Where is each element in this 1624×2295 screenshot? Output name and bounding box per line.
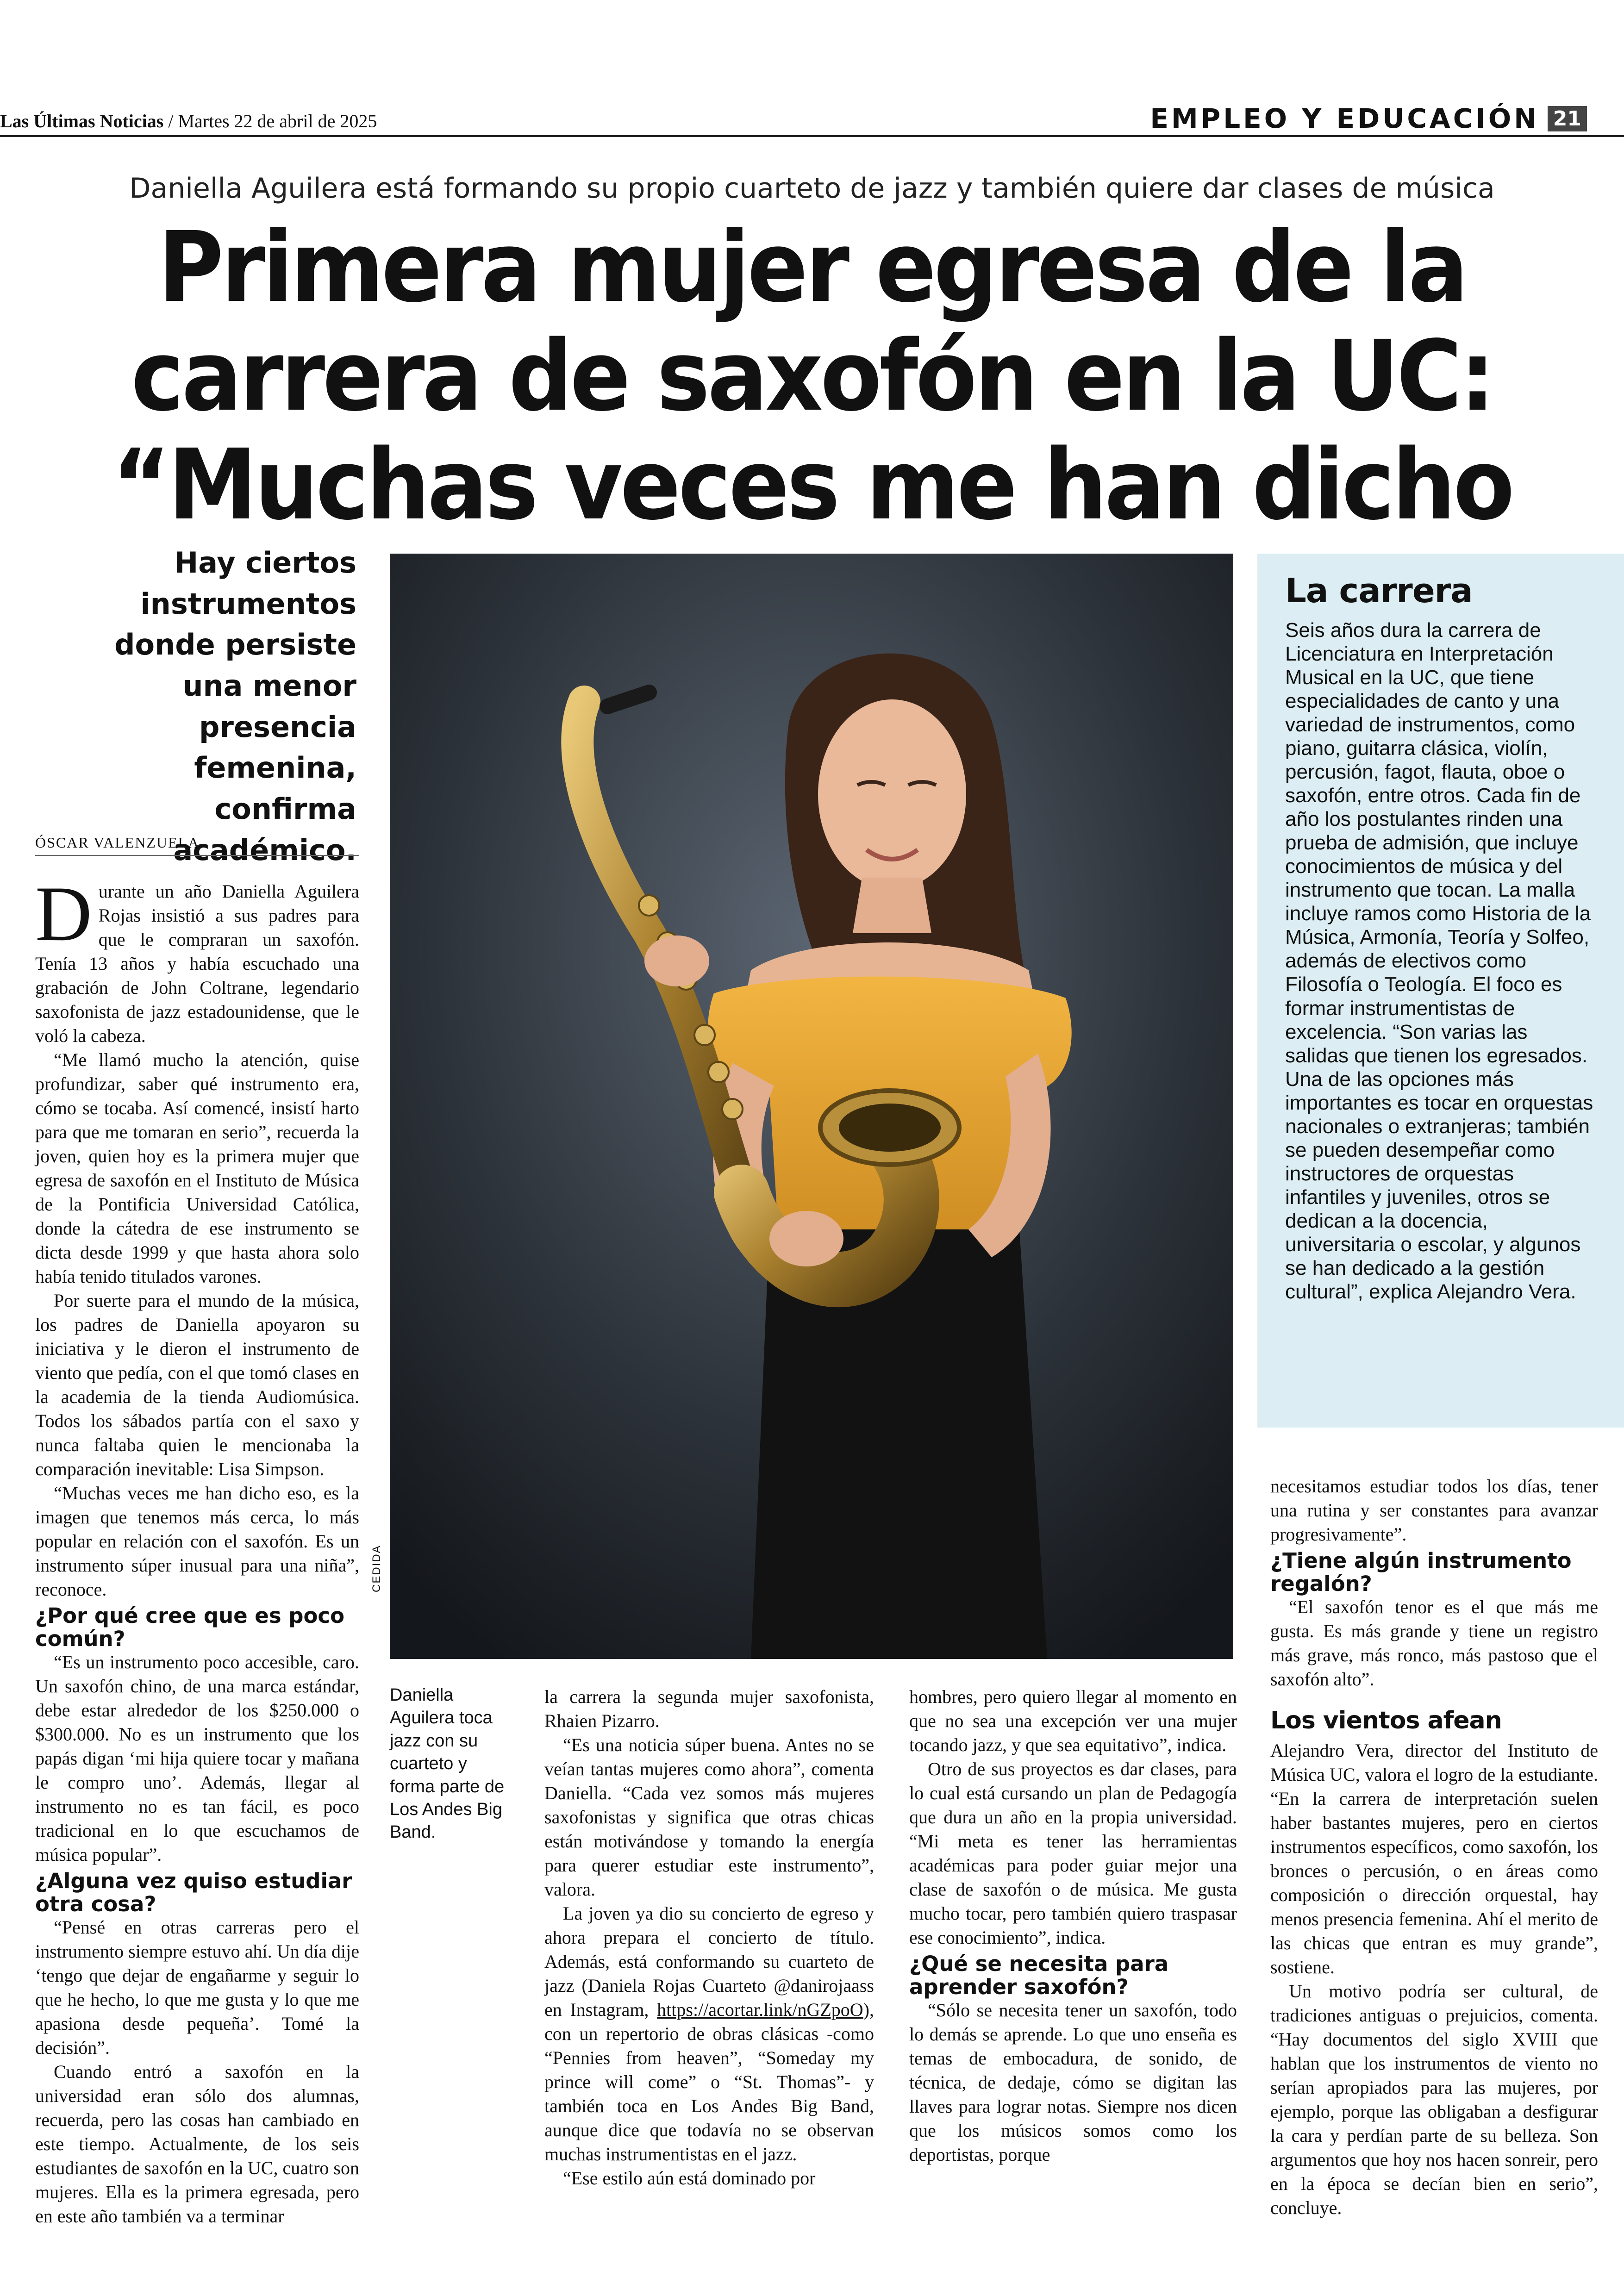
paragraph: Por suerte para el mundo de la música, los padres de Daniella apoyaron su iniciativa y le dieron el instrumento de viento que pedía, con el que tomó clases en la academia de la tienda Audiomúsica. Todos los sábados partía con el saxo y nunca faltaba quien le mencionaba la comparación inevitable: Lisa Simpson.: [35, 1290, 359, 1479]
headline: Primera mujer egresa de la carrera de saxofón en la UC: “Muchas veces me han dicho: [112, 211, 1512, 542]
article-column-1: [35, 870, 359, 2228]
paragraph: “Es un instrumento poco accesible, caro. Un saxofón chino, de una marca estándar, debe estar alrededor de los $250.000 o $300.000. No es un instrumento que los papás digan ‘mi hija quiere tocar y mañana le compro uno’. Además, llegar al instrumento no es tan fácil, es poco tradicional en lo que escuchamos de música popular”.: [35, 1652, 359, 1865]
masthead: [0, 110, 377, 132]
newspaper-name: Las Últimas Noticias: [0, 111, 164, 131]
section-title: EMPLEO Y EDUCACIÓN: [1150, 103, 1539, 134]
question: ¿Tiene algún instrumento regalón?: [1270, 1548, 1572, 1596]
question: ¿Alguna vez quiso estudiar otra cosa?: [35, 1869, 352, 1916]
paragraph: “El saxofón tenor es el que más me gusta. Es más grande y tiene un registro más grave, más ronco, más pastoso que el saxofón alto”.: [1270, 1597, 1598, 1690]
article-column-3: [909, 1685, 1237, 2167]
photo-credit: CEDIDA: [370, 1545, 383, 1592]
page-number: 21: [1548, 106, 1587, 131]
drop-cap: D: [35, 870, 92, 957]
question: ¿Por qué cree que es poco común?: [35, 1603, 344, 1651]
paragraph: necesitamos estudiar todos los días, tener una rutina y ser constantes para avanzar progresivamente”.: [1270, 1476, 1598, 1545]
paragraph: “Me llamó mucho la atención, quise profundizar, saber qué instrumento era, cómo se tocaba. Así comencé, insistí harto para que me tomaran en serio”, recuerda la joven, quien hoy es la primera mujer que egresa de saxofón en el Instituto de Música de la Pontificia Universidad Católica, donde la cátedra de ese instrumento se dicta desde 1999 y que hasta ahora solo había tenido titulados varones.: [35, 1049, 359, 1287]
article-column-4: [1270, 1474, 1598, 2220]
subheading: Los vientos afean: [1270, 1707, 1502, 1734]
header-rule: [0, 135, 1624, 137]
paragraph: Cuando entró a saxofón en la universidad eran sólo dos alumnas, recuerda, pero las cosas han cambiado en este tiempo. Actualmente, de los seis estudiantes de saxofón en la UC, cuatro son mujeres. Ella es la primera egresada, pero en este año también va a terminar: [35, 2061, 359, 2226]
article-column-2: [544, 1685, 874, 2190]
paragraph: “Sólo se necesita tener un saxofón, todo lo demás se aprende. Lo que uno enseña es temas de embocadura, de sonido, de técnica, de dedaje, cómo se digitan las llaves para lograr notas. Siempre nos dicen que los músicos somos como los deportistas, porque: [909, 2000, 1237, 2165]
issue-date: Martes 22 de abril de 2025: [178, 111, 377, 131]
paragraph: Un motivo podría ser cultural, de tradiciones antiguas o prejuicios, comenta. “Hay documentos del siglo XVIII que hablan que los instrumentos de viento no serían apropiados para las mujeres, por ejemplo, porque las obligaban a desfigurar la cara y perdían parte de su belleza. Son argumentos que hoy nos hacen sonreir, pero en la época se decían bien en serio”, concluye.: [1270, 1980, 1598, 2218]
paragraph: La joven ya dio su concierto de egreso y ahora prepara el concierto de título. Además, está conformando su cuarteto de jazz (Daniela Rojas Cuarteto @danirojaass en Instagram, https://acortar.link/nGZpoO), con un repertorio de obras clásicas -como “Pennies from heaven”, “Someday my prince will come” o “St. Thomas”- y también toca en Los Andes Big Band, aunque dice que todavía no se observan muchas instrumentistas en el jazz.: [544, 1903, 874, 2164]
sidebar-la-carrera: [1257, 554, 1624, 1428]
question: ¿Qué se necesita para aprender saxofón?: [909, 1952, 1169, 1999]
byline: ÓSCAR VALENZUELA: [35, 834, 359, 856]
section-header: [1150, 103, 1587, 134]
masthead-separator: /: [163, 111, 178, 131]
sidebar-title: La carrera: [1285, 571, 1473, 610]
kicker: Daniella Aguilera está formando su propio cuarteto de jazz y también quiere dar clases de música: [129, 172, 1495, 205]
paragraph: “Ese estilo aún está dominado por: [563, 2168, 816, 2189]
photo-caption: Daniella Aguilera toca jazz con su cuarteto y forma parte de Los Andes Big Band.: [390, 1685, 505, 1842]
sidebar-text: Seis años dura la carrera de Licenciatura en Interpretación Musical en la UC, que tiene especialidades de canto y una variedad de instrumentos, como piano, guitarra clásica, violín, percusión, fagot, flauta, oboe o saxofón, entre otros. Cada fin de año los postulantes rinden una prueba de admisión, que incluye conocimientos de música y del instrumento que tocan. La malla incluye ramos como Historia de la Música, Armonía, Teoría y Solfeo, además de electivos como Filosofía o Teología. El foco es formar instrumentistas de excelencia. “Son varias las salidas que tienen los egresados. Una de las opciones más importantes es tocar en orquestas nacionales o extranjeras; también se pueden desempeñar como instructores de orquestas infantiles y juveniles, otros se dedican a la docencia, universitaria o escolar, y algunos se han dedicado a la gestión cultural”, explica Alejandro Vera.: [1285, 619, 1593, 1303]
paragraph: hombres, pero quiero llegar al momento en que no sea una excepción ver una mujer tocando jazz, y que sea equitativo”, indica.: [909, 1686, 1237, 1755]
paragraph: la carrera la segunda mujer saxofonista, Rhaien Pizarro.: [544, 1686, 874, 1731]
saxophonist-photo: [390, 554, 1233, 1659]
paragraph: Durante un año Daniella Aguilera Rojas insistió a sus padres para que le compraran un saxofón. Tenía 13 años y había escuchado una grabación de John Coltrane, legendario saxofonista de jazz estadounidense, que le voló la cabeza.: [35, 870, 359, 1046]
paragraph: “Pensé en otras carreras pero el instrumento siempre estuvo ahí. Un día dije ‘tengo que dejar de engañarme y seguir lo que he hecho, lo que me gusta y lo que me apasiona desde pequeña’. Tomé la decisión”.: [35, 1917, 359, 2058]
instagram-link[interactable]: https://acortar.link/nGZpoO: [657, 1999, 863, 2020]
paragraph: Alejandro Vera, director del Instituto de Música UC, valora el logro de la estudiante. “En la carrera de interpretación suelen haber bastantes mujeres, pero en ciertos instrumentos específicos, como saxofón, los bronces o percusión, o en áreas como composición o dirección orquestal, hay menos presencia femenina. Ahí el merito de las chicas que entran es muy grande”, sostiene.: [1270, 1740, 1598, 1977]
dek: Hay ciertos instrumentos donde persiste una menor presencia femenina, confirma académico.: [114, 546, 356, 867]
paragraph: “Muchas veces me han dicho eso, es la imagen que tenemos más cerca, lo más popular en relación con el saxofón. Es un instrumento súper inusual para una niña”, reconoce.: [35, 1483, 359, 1600]
paragraph: Otro de sus proyectos es dar clases, para lo cual está cursando un plan de Pedagogía que dura un año en la propia universidad. “Mi meta es tener las herramientas académicas para poder guiar mejor una clase de saxofón o de música. Me gusta mucho tocar, pero también quiero traspasar ese conocimiento”, indica.: [909, 1759, 1237, 1948]
paragraph: “Es una noticia súper buena. Antes no se veían tantas mujeres como ahora”, comenta Daniella. “Cada vez somos más mujeres saxofonistas y significa que otras chicas están motivándose y tomando la energía para querer estudiar este instrumento”, valora.: [544, 1734, 874, 1900]
